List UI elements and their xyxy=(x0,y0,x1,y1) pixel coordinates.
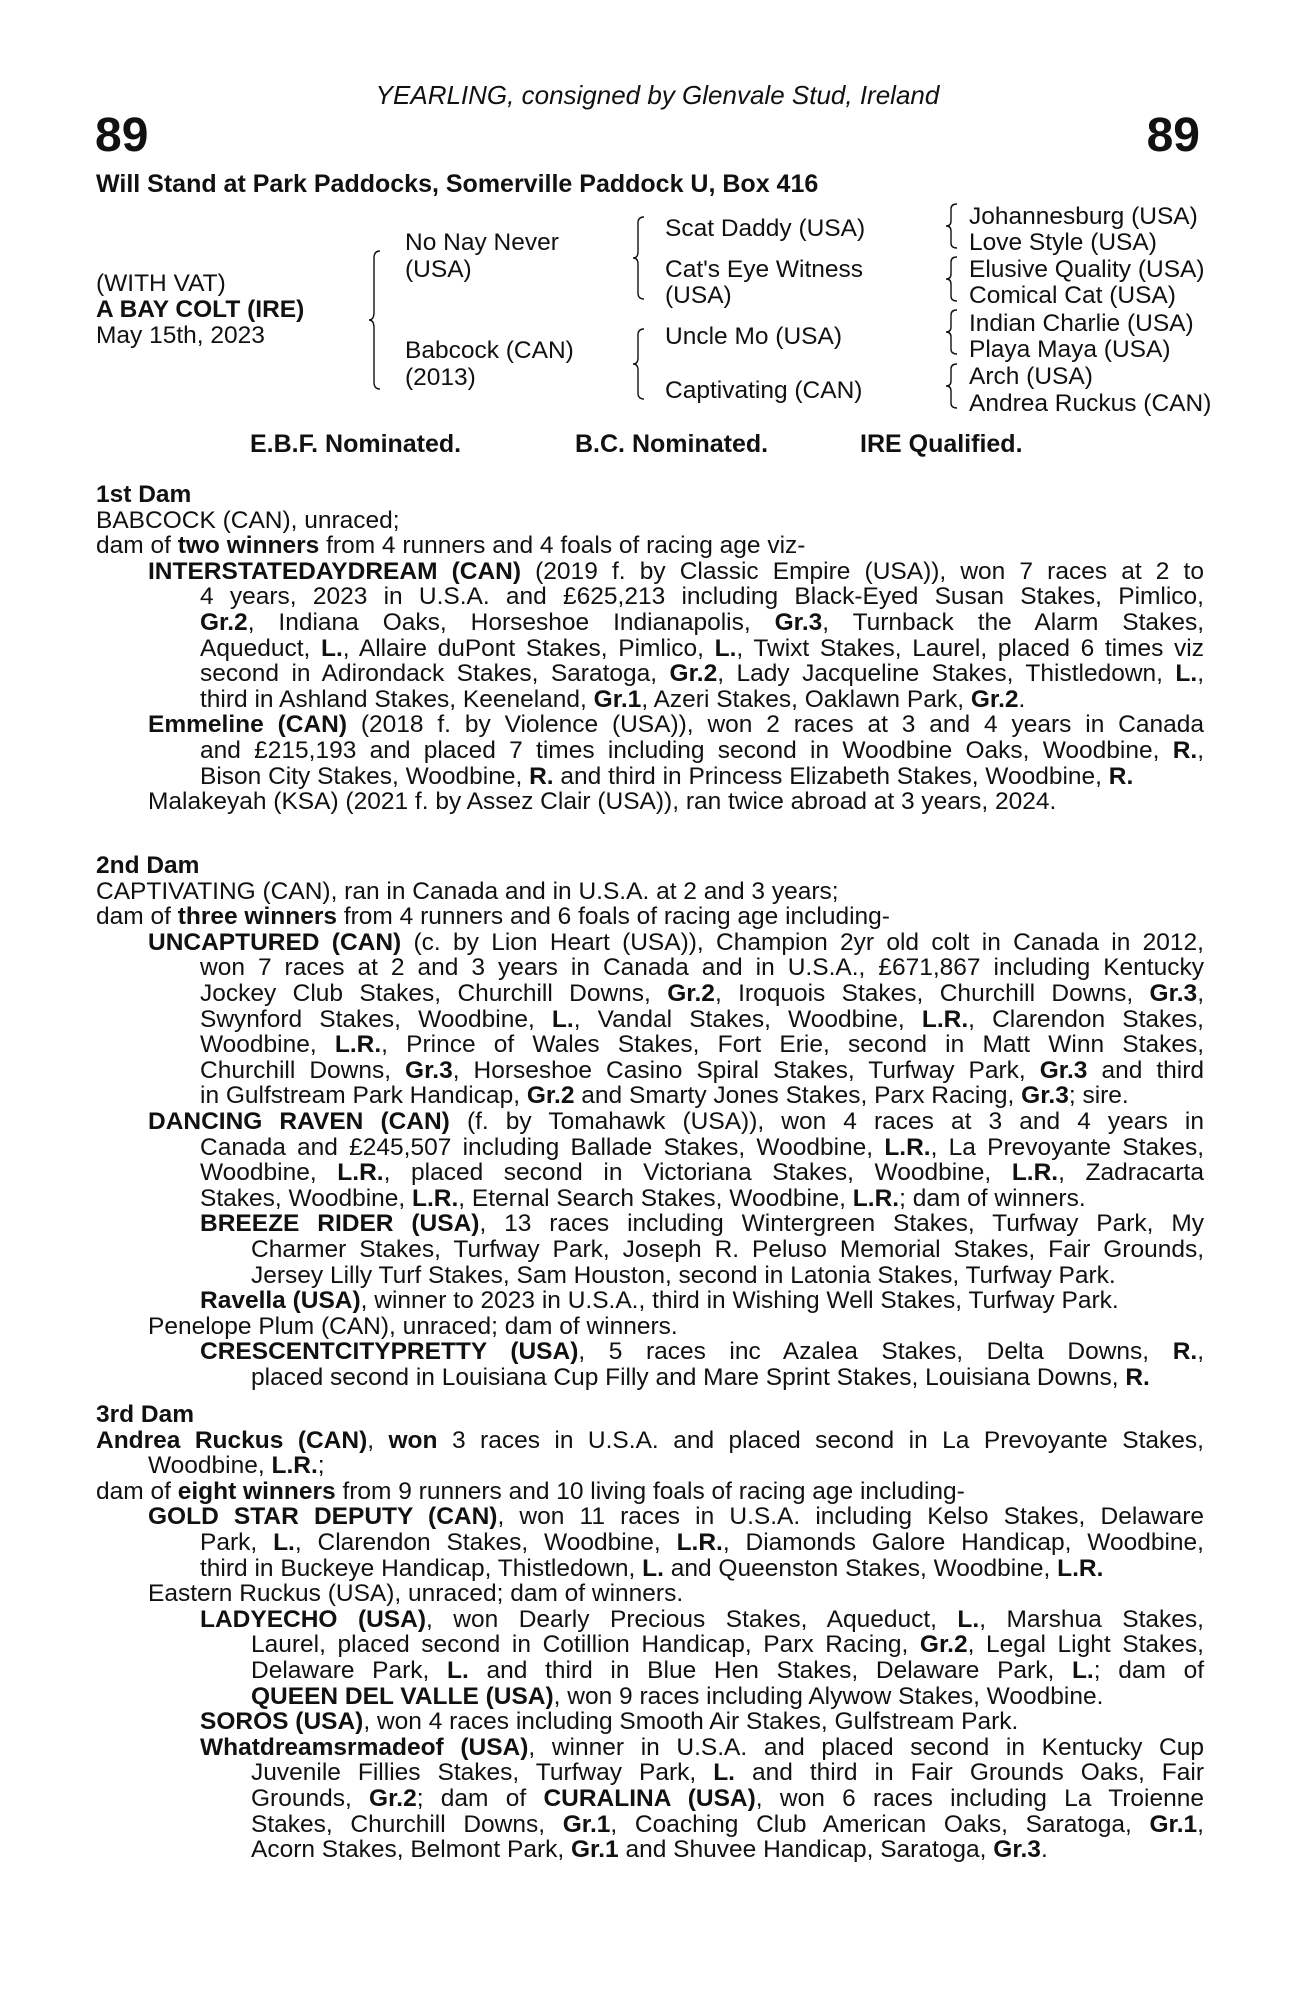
dam-name: Babcock (CAN) xyxy=(405,337,574,364)
sire-sire: Scat Daddy (USA) xyxy=(665,215,866,242)
ancestor-ddd: Andrea Ruckus (CAN) xyxy=(969,390,1212,417)
ancestor-dsd: Playa Maya (USA) xyxy=(969,336,1171,363)
produce-dancing-raven: DANCING RAVEN (CAN) (f. by Tomahawk (USA)), won 4 races at 3 and 4 years in xyxy=(148,1108,1204,1135)
dam-sire: Uncle Mo (USA) xyxy=(665,323,842,350)
produce-breeze-rider: Charmer Stakes, Turfway Park, Joseph R. Peluso Memorial Stakes, Fair Grounds, xyxy=(251,1236,1204,1263)
produce-uncaptured: Swynford Stakes, Woodbine, L., Vandal Stakes, Woodbine, L.R., Clarendon Stakes, xyxy=(200,1005,1204,1033)
produce-interstatedaydream: second in Adirondack Stakes, Saratoga, Gr.2, Lady Jacqueline Stakes, Thistledown, L., xyxy=(200,660,1204,688)
second-dam-heading: 2nd Dam xyxy=(96,852,200,879)
bc-nomination: B.C. Nominated. xyxy=(575,430,769,458)
ire-qualification: IRE Qualified. xyxy=(860,430,1023,458)
horse-name: A BAY COLT (IRE) xyxy=(96,296,305,323)
foaling-date: May 15th, 2023 xyxy=(96,322,265,349)
produce-gold-star-deputy: Park, L., Clarendon Stakes, Woodbine, L.R., Diamonds Galore Handicap, Woodbine, xyxy=(200,1529,1204,1556)
produce-whatdreamsrmadeof: Grounds, Gr.2; dam of CURALINA (USA), won 6 races including La Troienne xyxy=(251,1785,1204,1812)
pedigree-brace-main xyxy=(368,250,382,390)
produce-ladyecho: Delaware Park, L. and third in Blue Hen Stakes, Delaware Park, L.; dam of xyxy=(251,1657,1205,1684)
produce-eastern-ruckus: Eastern Ruckus (USA), unraced; dam of winners. xyxy=(148,1580,684,1608)
second-dam-produce-line: dam of three winners from 4 runners and 6 foals of racing age including- xyxy=(96,903,890,931)
ancestor-sds: Elusive Quality (USA) xyxy=(969,256,1205,283)
produce-uncaptured: Churchill Downs, Gr.3, Horseshoe Casino Spiral Stakes, Turfway Park, Gr.3 and third xyxy=(200,1056,1204,1084)
stabling-line: Will Stand at Park Paddocks, Somerville Paddock U, Box 416 xyxy=(96,170,819,198)
produce-uncaptured: Jockey Club Stakes, Churchill Downs, Gr.2, Iroquois Stakes, Churchill Downs, Gr.3, xyxy=(200,980,1205,1007)
produce-interstatedaydream: INTERSTATEDAYDREAM (CAN) (2019 f. by Classic Empire (USA)), won 7 races at 2 to xyxy=(148,557,1204,585)
sire-dam-name: Cat's Eye Witness xyxy=(665,256,864,283)
produce-whatdreamsrmadeof: Whatdreamsrmadeof (USA), winner in U.S.A. and placed second in Kentucky Cup xyxy=(200,1733,1204,1761)
produce-emmeline: Bison City Stakes, Woodbine, R. and third in Princess Elizabeth Stakes, Woodbine, R. xyxy=(200,762,1134,790)
vat-label: (WITH VAT) xyxy=(96,270,226,297)
ancestor-sss: Johannesburg (USA) xyxy=(969,203,1198,230)
produce-penelope-plum: Penelope Plum (CAN), unraced; dam of winners. xyxy=(148,1312,678,1340)
produce-whatdreamsrmadeof: Juvenile Fillies Stakes, Turfway Park, L. and third in Fair Grounds Oaks, Fair xyxy=(251,1759,1204,1787)
sire-name: No Nay Never xyxy=(405,229,559,256)
pedigree-brace-g3 xyxy=(945,309,959,355)
pedigree-brace-dam xyxy=(632,328,646,400)
produce-interstatedaydream: 4 years, 2023 in U.S.A. and £625,213 including Black-Eyed Susan Stakes, Pimlico, xyxy=(200,583,1204,611)
first-dam-heading: 1st Dam xyxy=(96,481,192,508)
produce-breeze-rider: BREEZE RIDER (USA), 13 races including Wintergreen Stakes, Turfway Park, My xyxy=(200,1210,1204,1238)
produce-ladyecho: Laurel, placed second in Cotillion Handicap, Parx Racing, Gr.2, Legal Light Stakes, xyxy=(251,1631,1204,1659)
ebf-nomination: E.B.F. Nominated. xyxy=(250,430,462,458)
produce-interstatedaydream: Aqueduct, L., Allaire duPont Stakes, Pimlico, L., Twixt Stakes, Laurel, placed 6 times viz xyxy=(200,634,1204,662)
first-dam-produce-line: dam of two winners from 4 runners and 4 foals of racing age viz- xyxy=(96,532,806,560)
produce-soros: SOROS (USA), won 4 races including Smooth Air Stakes, Gulfstream Park. xyxy=(200,1708,1019,1736)
third-dam-heading: 3rd Dam xyxy=(96,1401,195,1428)
produce-uncaptured: UNCAPTURED (CAN) (c. by Lion Heart (USA)), Champion 2yr old colt in Canada in 2012, xyxy=(148,928,1204,956)
produce-dancing-raven: Woodbine, L.R., placed second in Victoriana Stakes, Woodbine, L.R., Zadracarta xyxy=(200,1159,1204,1187)
produce-interstatedaydream: Gr.2, Indiana Oaks, Horseshoe Indianapolis, Gr.3, Turnback the Alarm Stakes, xyxy=(200,609,1204,636)
produce-uncaptured: won 7 races at 2 and 3 years in Canada and in U.S.A., £671,867 including Kentucky xyxy=(200,954,1204,982)
produce-ravella: Ravella (USA), winner to 2023 in U.S.A., third in Wishing Well Stakes, Turfway Park. xyxy=(200,1287,1119,1315)
first-dam-summary: BABCOCK (CAN), unraced; xyxy=(96,506,400,534)
produce-ladyecho: LADYECHO (USA), won Dearly Precious Stakes, Aqueduct, L., Marshua Stakes, xyxy=(200,1605,1204,1633)
produce-whatdreamsrmadeof: Acorn Stakes, Belmont Park, Gr.1 and Shuvee Handicap, Saratoga, Gr.3. xyxy=(251,1836,1048,1864)
produce-crescentcitypretty: CRESCENTCITYPRETTY (USA), 5 races inc Azalea Stakes, Delta Downs, R., xyxy=(200,1338,1204,1366)
third-dam-produce-line: dam of eight winners from 9 runners and 10 living foals of racing age including- xyxy=(96,1477,965,1505)
produce-ladyecho: QUEEN DEL VALLE (USA), won 9 races including Alywow Stakes, Woodbine. xyxy=(251,1682,1104,1710)
pedigree-brace-g2 xyxy=(945,256,959,302)
third-dam-summary: Andrea Ruckus (CAN), won 3 races in U.S.A. and placed second in La Prevoyante Stakes, xyxy=(96,1426,1204,1454)
lot-number-right: 89 xyxy=(1146,109,1200,162)
consignor-line: YEARLING, consigned by Glenvale Stud, Ireland xyxy=(375,80,940,110)
ancestor-dds: Arch (USA) xyxy=(969,363,1093,390)
third-dam-summary: Woodbine, L.R.; xyxy=(148,1452,325,1480)
ancestor-sdd: Comical Cat (USA) xyxy=(969,282,1176,309)
sire-dam-country: (USA) xyxy=(665,282,732,309)
pedigree-brace-g1 xyxy=(945,203,959,249)
produce-emmeline: Emmeline (CAN) (2018 f. by Violence (USA)), won 2 races at 3 and 4 years in Canada xyxy=(148,711,1204,739)
produce-gold-star-deputy: GOLD STAR DEPUTY (CAN), won 11 races in U.S.A. including Kelso Stakes, Delaware xyxy=(148,1503,1204,1531)
sire-country: (USA) xyxy=(405,256,472,283)
produce-crescentcitypretty: placed second in Louisiana Cup Filly and Mare Sprint Stakes, Louisiana Downs, R. xyxy=(251,1364,1150,1391)
produce-uncaptured: in Gulfstream Park Handicap, Gr.2 and Smarty Jones Stakes, Parx Racing, Gr.3; sire. xyxy=(200,1082,1129,1110)
second-dam-summary: CAPTIVATING (CAN), ran in Canada and in U.S.A. at 2 and 3 years; xyxy=(96,877,839,905)
ancestor-ssd: Love Style (USA) xyxy=(969,229,1157,256)
produce-interstatedaydream: third in Ashland Stakes, Keeneland, Gr.1, Azeri Stakes, Oaklawn Park, Gr.2. xyxy=(200,685,1026,713)
lot-number-left: 89 xyxy=(95,109,149,162)
produce-gold-star-deputy: third in Buckeye Handicap, Thistledown, L. and Queenston Stakes, Woodbine, L.R. xyxy=(200,1554,1104,1582)
produce-breeze-rider: Jersey Lilly Turf Stakes, Sam Houston, second in Latonia Stakes, Turfway Park. xyxy=(251,1261,1116,1289)
produce-emmeline: and £215,193 and placed 7 times including second in Woodbine Oaks, Woodbine, R., xyxy=(200,737,1204,764)
produce-whatdreamsrmadeof: Stakes, Churchill Downs, Gr.1, Coaching Club American Oaks, Saratoga, Gr.1, xyxy=(251,1810,1204,1838)
produce-dancing-raven: Canada and £245,507 including Ballade Stakes, Woodbine, L.R., La Prevoyante Stakes, xyxy=(200,1133,1204,1161)
pedigree-brace-g4 xyxy=(945,363,959,409)
produce-uncaptured: Woodbine, L.R., Prince of Wales Stakes, Fort Erie, second in Matt Winn Stakes, xyxy=(200,1031,1205,1059)
dam-year: (2013) xyxy=(405,364,476,391)
dam-dam: Captivating (CAN) xyxy=(665,377,863,404)
pedigree-brace-sire xyxy=(632,216,646,300)
produce-malakeyah: Malakeyah (KSA) (2021 f. by Assez Clair (USA)), ran twice abroad at 3 years, 2024. xyxy=(148,788,1057,816)
produce-dancing-raven: Stakes, Woodbine, L.R., Eternal Search Stakes, Woodbine, L.R.; dam of winners. xyxy=(200,1184,1086,1212)
ancestor-dss: Indian Charlie (USA) xyxy=(969,310,1194,337)
